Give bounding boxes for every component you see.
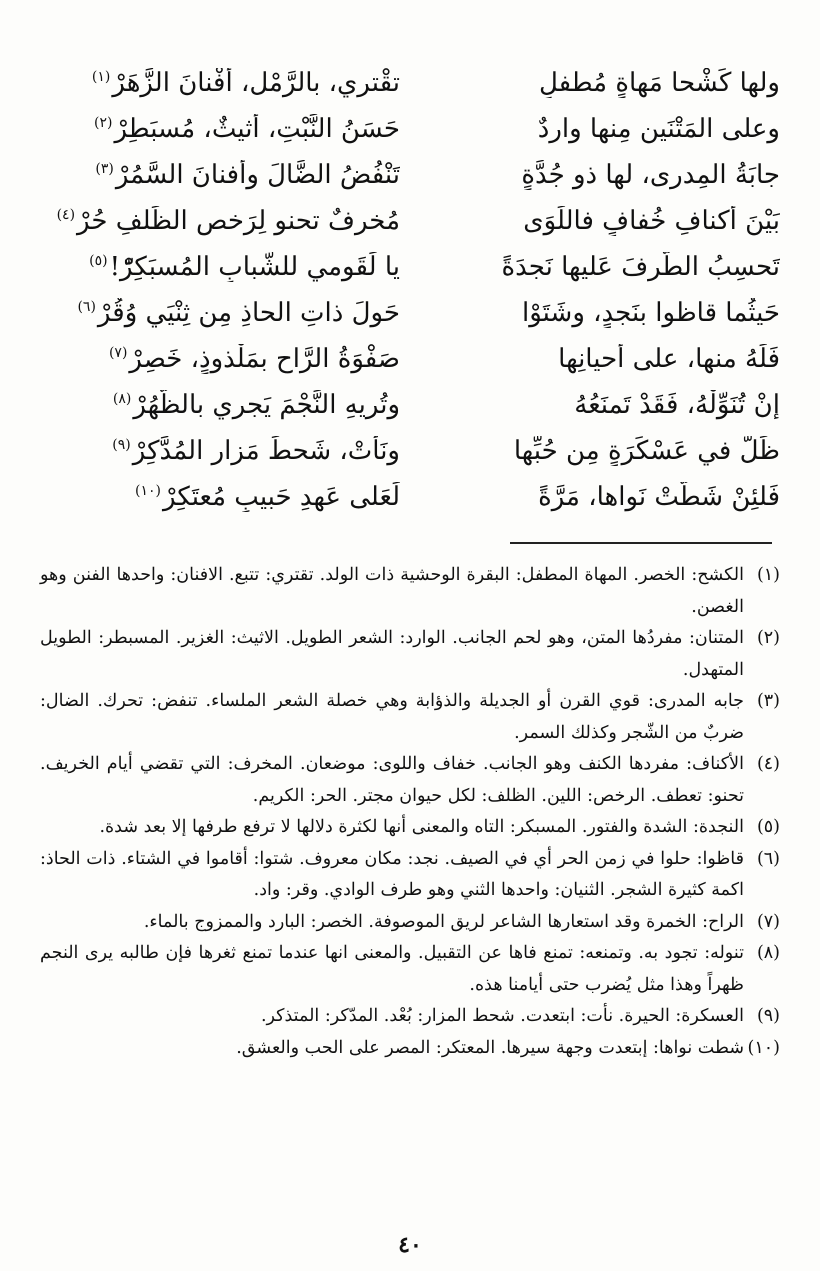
footnote-number: (٦) bbox=[756, 848, 780, 869]
second-hemistich bbox=[40, 298, 400, 328]
footnote-reference: (٦) bbox=[77, 299, 96, 316]
verse-line bbox=[40, 382, 780, 428]
footnote bbox=[40, 560, 780, 623]
verse-line bbox=[40, 60, 780, 106]
footnote-number: (٨) bbox=[756, 943, 780, 963]
verse-line bbox=[40, 152, 780, 198]
footnote bbox=[40, 907, 780, 939]
footnote-number: (٩) bbox=[756, 1006, 780, 1026]
footnote-number: (٢) bbox=[756, 628, 780, 648]
footnote-text: جابه المدرى: قوي القرن أو الجديلة والذؤابة وهي خصلة الشعر الملساء. تنفض: تحرك. الضال: ضربٌ من الشّجر وكذلك السمر. bbox=[40, 691, 744, 743]
footnote-number: (٧) bbox=[756, 911, 780, 932]
second-hemistich-text: تَنْفُضُ الضَّالَ وأفنانَ السَّمُرْ bbox=[115, 160, 400, 190]
first-hemistich: ولها كَشْحا مَهاةٍ مُطفلٍ bbox=[538, 68, 780, 98]
first-hemistich: إنْ تُنَوِّلْهُ، فَقَدْ تَمنَعُهُ bbox=[574, 390, 780, 420]
second-hemistich-text: يا لَقَومي للشَّبابِ المُسبَكِرّْ! bbox=[109, 252, 400, 282]
second-hemistich bbox=[40, 114, 400, 144]
first-hemistich: بَيْنَ أكنافِ خُفافٍ فاللِّوَى bbox=[523, 206, 780, 236]
second-hemistich bbox=[40, 206, 400, 236]
verse-line bbox=[40, 428, 780, 474]
footnote-text: الأكناف: مفردها الكنف وهو الجانب. خفاف واللوى: موضعان. المخرف: التي تقضي أيام الخريف. تحنو: تعطف. الرخص: اللين. الظلف: لكل حيوان مجتر. الحر: الكريم. bbox=[40, 754, 744, 806]
second-hemistich bbox=[40, 252, 400, 282]
footnote-reference: (٧) bbox=[108, 345, 128, 362]
poem bbox=[40, 60, 780, 520]
first-hemistich: فَلئِنْ شَطَّتْ نَواها، مَرَّةً bbox=[538, 482, 780, 512]
footnote-reference: (٩) bbox=[112, 437, 131, 454]
second-hemistich bbox=[40, 160, 400, 190]
footnote bbox=[40, 1001, 780, 1033]
first-hemistich: فَلَهُ منها، على أحيانِها bbox=[558, 344, 780, 374]
first-hemistich: وعلى المَتْنَينِ مِنها واردٌ bbox=[537, 114, 780, 144]
verse-line bbox=[40, 106, 780, 152]
footnote-text: الكشح: الخصر. المهاة المطفل: البقرة الوحشية ذات الولد. تقتري: تتبع. الافنان: واحدها الفنن وهو الغصن. bbox=[40, 565, 744, 617]
second-hemistich bbox=[40, 344, 400, 374]
page-number: ٤٠ bbox=[398, 1232, 422, 1258]
first-hemistich: جابَةُ المِدرى، لها ذو جُدَّةٍ bbox=[521, 160, 780, 190]
footnote-reference: (٢) bbox=[94, 115, 113, 132]
verse-line bbox=[40, 474, 780, 520]
footnote-text: النجدة: الشدة والفتور. المسبكر: التاه والمعنى أنها لكثرة دلالها لا ترفع طرفها إلا بعد شدة. bbox=[99, 817, 744, 837]
second-hemistich-text: وتُريهِ النَّجْمَ يَجري بالظُّهُرْ bbox=[133, 390, 400, 420]
second-hemistich-text: ونَأَتْ، شَحطَ مَزارِ المُدَّكِرْ bbox=[132, 436, 400, 466]
footnote-number: (٣) bbox=[756, 691, 780, 711]
footnote bbox=[40, 812, 780, 844]
second-hemistich-text: مُخرِفٌ تحنو لِرَخصِ الظِّلفِ حُرْ bbox=[77, 206, 400, 236]
second-hemistich bbox=[40, 68, 400, 98]
footnote bbox=[40, 686, 780, 749]
verse-line bbox=[40, 198, 780, 244]
footnote-reference: (٤) bbox=[56, 207, 76, 224]
footnote-number: (٥) bbox=[756, 817, 780, 837]
footnote-reference: (١) bbox=[91, 69, 111, 86]
verse-line bbox=[40, 336, 780, 382]
first-hemistich: حَيثُما قاظوا بنَجدٍ، وشَتَوْا bbox=[522, 298, 780, 328]
second-hemistich bbox=[40, 436, 400, 466]
footnote-text: الراح: الخمرة وقد استعارها الشاعر لريق الموصوفة. الخصر: البارد والممزوج بالماء. bbox=[143, 911, 744, 932]
footnote bbox=[40, 1033, 780, 1065]
footnote-text: قاظوا: حلوا في زمن الحر أي في الصيف. نجد: مكان معروف. شتوا: أقاموا في الشتاء. ذات الحاذ: اكمة كثيرة الشجر. الثنيان: واحدها الثني وهو طرف الوادي. وقر: واد. bbox=[40, 848, 744, 900]
second-hemistich-text: لَعَلى عَهدِ حَبيبٍ مُعتَكِرْ bbox=[163, 482, 400, 512]
second-hemistich bbox=[40, 482, 400, 512]
first-hemistich: ظَلَّ في عَسْكَرَةٍ مِن حُبِّها bbox=[513, 436, 780, 466]
second-hemistich-text: تقْتري، بالرَّمْل، أفْنانَ الزَّهَرْ bbox=[112, 68, 400, 98]
footnote-reference: (٣) bbox=[95, 161, 114, 178]
first-hemistich: تَحسِبُ الطَّرفَ عَليها نَجدَةً bbox=[501, 252, 780, 282]
second-hemistich-text: صَفْوَةُ الرَّاحِ بمَلْذوذٍ، خَصِرْ bbox=[129, 344, 400, 374]
footnote-number: (٤) bbox=[756, 754, 780, 774]
footnote-text: العسكرة: الحيرة. نأت: ابتعدت. شحط المزار: بُعْد. المدّكر: المتذكر. bbox=[260, 1006, 744, 1026]
second-hemistich bbox=[40, 390, 400, 420]
footnote bbox=[40, 844, 780, 907]
verse-line bbox=[40, 244, 780, 290]
footnote-text: تنوله: تجود به. وتمنعه: تمنع فاها عن التقبيل. والمعنى انها عندما تمنع ثغرها فإن طالبه يرى النجم ظهراً وهذا مثل يُضرب حتى أيامنا هذه. bbox=[40, 943, 744, 995]
footnote-number: (١٠) bbox=[747, 1037, 780, 1058]
footnote-number: (١) bbox=[756, 565, 780, 585]
verse-line bbox=[40, 290, 780, 336]
footnote bbox=[40, 623, 780, 686]
footnote bbox=[40, 938, 780, 1001]
footnotes bbox=[40, 560, 780, 1064]
footnote-reference: (٥) bbox=[89, 253, 108, 270]
footnote-reference: (١٠) bbox=[135, 483, 161, 500]
second-hemistich-text: حَولَ ذاتِ الحاذِ مِن ثِنْيَي وُقُرْ bbox=[97, 298, 400, 328]
footnote-text: المتنان: مفردُها المتن، وهو لحم الجانب. الوارد: الشعر الطويل. الاثيث: الغزير. المسبطر: الطويل المتهدل. bbox=[40, 628, 744, 680]
footnote bbox=[40, 749, 780, 812]
footnote-text: شطت نواها: إبتعدت وجهة سيرها. المعتكر: المصر على الحب والعشق. bbox=[236, 1037, 744, 1058]
second-hemistich-text: حَسَنُ النَّبْتِ، أثيثٌ، مُسبَطِرْ bbox=[114, 114, 400, 144]
footnote-divider bbox=[510, 542, 772, 544]
footnote-reference: (٨) bbox=[112, 391, 132, 408]
